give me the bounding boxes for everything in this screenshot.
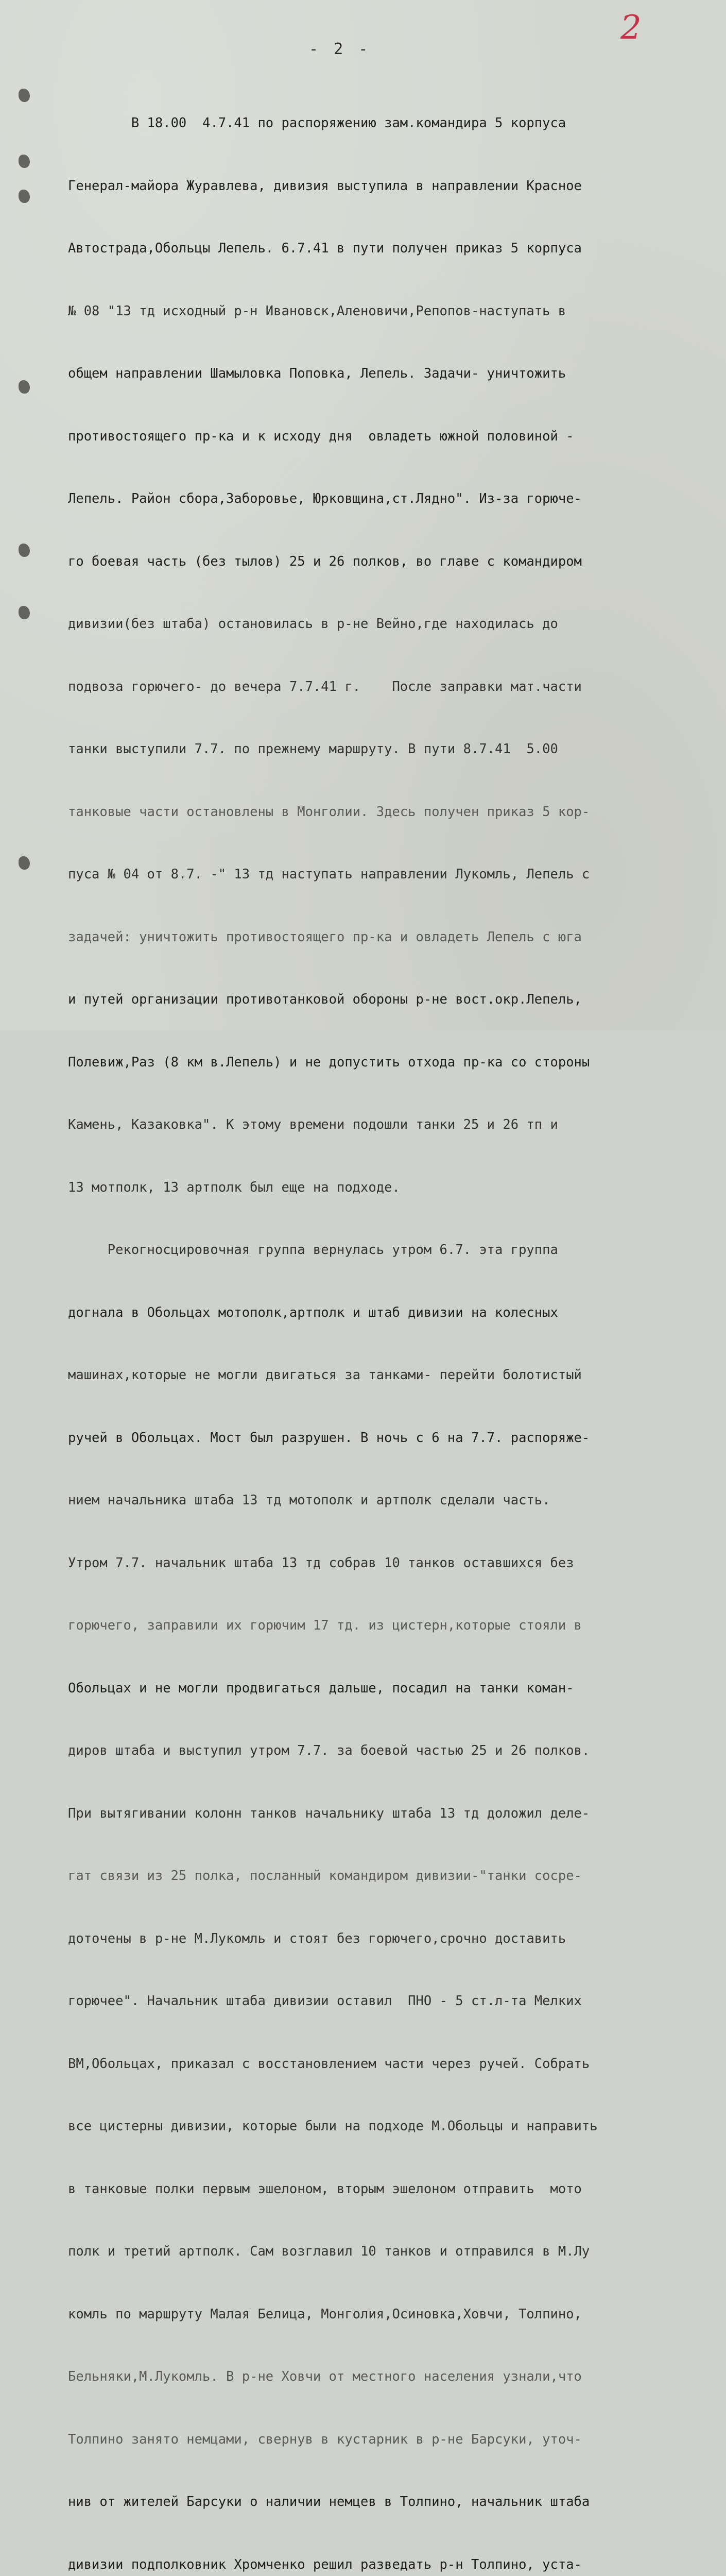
binding-hole-mark [19,89,30,102]
text-line: комль по маршруту Малая Белица, Монголия,Осиновка,Ховчи, Толпино, [68,2306,582,2322]
binding-hole-mark [19,155,30,168]
text-line: го боевая часть (без тылов) 25 и 26 полков, во главе с командиром [68,553,582,569]
text-line: Лепель. Район сбора,Заборовье, Юрковщина,ст.Лядно". Из-за горюче- [68,491,582,506]
text-line: Генерал-майора Журавлева, дивизия выступила в направлении Красное [68,178,582,194]
text-line: дивизии подполковник Хромченко решил разведать р-н Толпино, уста- [68,2556,582,2572]
text-line: ВМ,Обольцах, приказал с восстановлением части через ручей. Собрать [68,2056,590,2072]
text-line: нив от жителей Барсуки о наличии немцев в Толпино, начальник штаба [68,2494,590,2510]
text-line: ручей в Обольцах. Мост был разрушен. В ночь с 6 на 7.7. распоряже- [68,1430,590,1446]
text-line: задачей: уничтожить противостоящего пр-ка и овладеть Лепель с юга [68,929,582,945]
text-line: полк и третий артполк. Сам возглавил 10 танков и отправился в М.Лу [68,2244,590,2259]
binding-hole-mark [19,380,30,394]
archive-sheet-number: 2 [620,9,642,47]
text-line: диров штаба и выступил утром 7.7. за боевой частью 25 и 26 полков. [68,1743,590,1758]
text-line: нием начальника штаба 13 тд мотополк и артполк сделали часть. [68,1493,550,1508]
text-line: горючее". Начальник штаба дивизии оставил ПНО - 5 ст.л-та Мелких [68,1993,582,2009]
text-line: подвоза горючего- до вечера 7.7.41 г. После заправки мат.части [68,679,582,694]
text-line: горючего, заправили их горючим 17 тд. из цистерн,которые стояли в [68,1618,582,1633]
text-line: противостоящего пр-ка и к исходу дня овладеть южной половиной - [68,428,574,444]
text-line: Полевиж,Раз (8 км в.Лепель) и не допустить отхода пр-ка со стороны [68,1054,590,1070]
text-line: танковые части остановлены в Монголии. Здесь получен приказ 5 кор- [68,804,590,820]
text-line: При вытягивании колонн танков начальнику штаба 13 тд доложил деле- [68,1805,590,1821]
text-line: и путей организации противотанковой обороны р-не вост.окр.Лепель, [68,992,582,1007]
text-line: машинах,которые не могли двигаться за танками- перейти болотистый [68,1367,582,1383]
typewritten-body [68,71,722,2576]
page-number: - 2 - [309,40,371,58]
text-line: Автострада,Обольцы Лепель. 6.7.41 в пути получен приказ 5 корпуса [68,241,582,256]
binding-hole-mark [19,606,30,619]
text-line: № 08 "13 тд исходный р-н Ивановск,Аленовичи,Репопов-наступать в [68,303,566,319]
binding-hole-mark [19,544,30,557]
text-line: все цистерны дивизии, которые были на подходе М.Обольцы и направить [68,2119,598,2134]
text-line: 13 мотполк, 13 артполк был еще на подходе. [68,1179,400,1195]
text-line: Рекогносцировочная группа вернулась утром 6.7. эта группа [68,1242,558,1258]
text-line: доточены в р-не М.Лукомль и стоят без горючего,срочно доставить [68,1930,566,1946]
binding-hole-mark [19,190,30,203]
text-line: в танковые полки первым эшелоном, вторым эшелоном отправить мото [68,2181,582,2197]
text-line: общем направлении Шамыловка Поповка, Лепель. Задачи- уничтожить [68,366,566,381]
text-line: Утром 7.7. начальник штаба 13 тд собрав 10 танков оставшихся без [68,1555,574,1571]
text-line: В 18.00 4.7.41 по распоряжению зам.командира 5 корпуса [68,115,566,131]
text-line: Толпино занято немцами, свернув в кустарник в р-не Барсуки, уточ- [68,2431,582,2447]
text-line: Камень, Казаковка". К этому времени подошли танки 25 и 26 тп и [68,1117,558,1132]
text-line: гат связи из 25 полка, посланный командиром дивизии-"танки сосре- [68,1868,582,1884]
text-line: Бельняки,М.Лукомль. В р-не Ховчи от местного населения узнали,что [68,2369,582,2384]
text-line: Обольцах и не могли продвигаться дальше, посадил на танки коман- [68,1680,574,1696]
binding-hole-mark [19,856,30,870]
text-line: пуса № 04 от 8.7. -" 13 тд наступать направлении Лукомль, Лепель с [68,867,590,882]
text-line: танки выступили 7.7. по прежнему маршруту. В пути 8.7.41 5.00 [68,741,558,757]
text-line: дивизии(без штаба) остановилась в р-не Вейно,где находилась до [68,616,558,632]
text-line: догнала в Обольцах мотополк,артполк и штаб дивизии на колесных [68,1304,558,1320]
